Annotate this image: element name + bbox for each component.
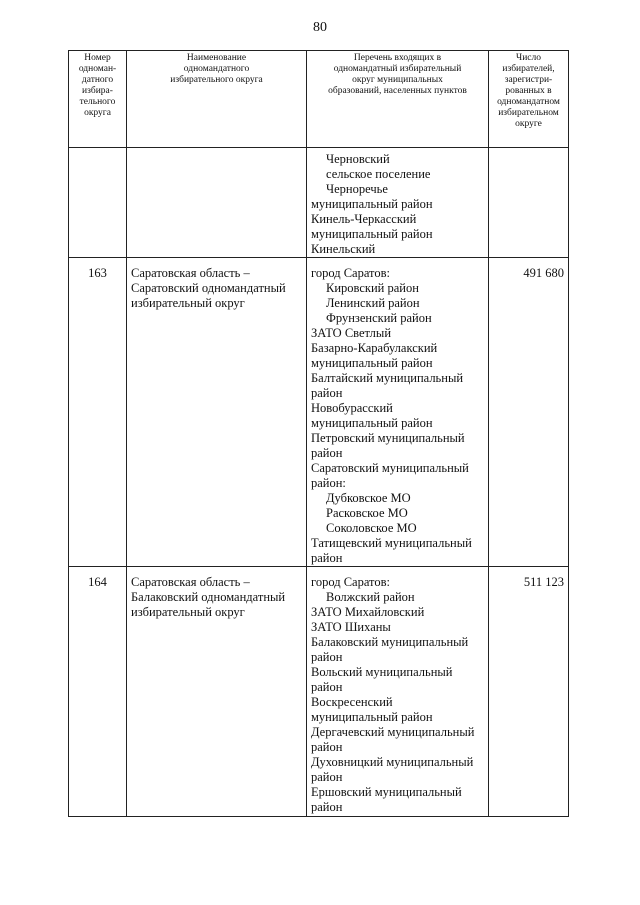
district-name-line: Саратовская область – [131, 575, 250, 589]
header-voter-count [489, 51, 569, 148]
cell-number: 163 [69, 258, 127, 567]
header-text-line: одномандатном [497, 97, 560, 107]
municipality-line: Ершовский муниципальный [311, 785, 462, 799]
municipality-line: ЗАТО Михайловский [311, 605, 425, 619]
header-text-line: Число [516, 53, 541, 63]
municipality-line: Кинельский [311, 242, 376, 256]
municipality-line: Новобурасский [311, 401, 393, 415]
district-name-line: Саратовская область – [131, 266, 250, 280]
header-text-line: избира- [82, 86, 113, 96]
municipality-line: Фрунзенский район [326, 311, 432, 325]
header-text-line: тельного [79, 97, 116, 107]
header-text-line: округе [515, 119, 542, 129]
municipality-line: Базарно-Карабулакский [311, 341, 438, 355]
table-header-row [69, 51, 569, 148]
municipality-line: район: [311, 476, 346, 490]
municipality-line: Расковское МО [326, 506, 408, 520]
header-text-line: Номер [84, 53, 111, 63]
municipality-line: район [311, 386, 343, 400]
municipality-line: ЗАТО Шиханы [311, 620, 391, 634]
cell-number [69, 148, 127, 258]
header-text-line: избирательного округа [170, 75, 263, 85]
cell-municipalities [307, 567, 489, 817]
header-text-line: одномандатный избирательный [333, 64, 462, 74]
header-text-line: избирательном [498, 108, 559, 118]
header-text-line: избирателей, [502, 64, 555, 74]
cell-voters: 511 123 [489, 567, 569, 817]
municipality-line: Вольский муниципальный [311, 665, 453, 679]
municipality-line: Кировский район [326, 281, 419, 295]
header-text-line: Наименование [186, 53, 247, 63]
header-text-line: округа [84, 108, 111, 118]
cell-name [127, 148, 307, 258]
municipality-line: ЗАТО Светлый [311, 326, 392, 340]
cell-number: 164 [69, 567, 127, 817]
municipality-line: Петровский муниципальный [311, 431, 465, 445]
header-text-line: датного [81, 75, 114, 85]
cell-name [127, 567, 307, 817]
header-district-name [127, 51, 307, 148]
municipality-line: Воскресенский [311, 695, 393, 709]
municipality-line: Черновский [326, 152, 390, 166]
cell-municipalities [307, 148, 489, 258]
municipality-line: Ленинский район [326, 296, 420, 310]
municipality-line: район [311, 680, 343, 694]
municipality-line: Дергачевский муниципальный [311, 725, 475, 739]
district-name-line: Саратовский одномандатный [131, 281, 286, 295]
header-text-line: округ муниципальных [352, 75, 443, 85]
cell-municipalities [307, 258, 489, 567]
header-text-line: рованных в [505, 86, 552, 96]
municipality-line: Дубковское МО [326, 491, 411, 505]
cell-voters: 491 680 [489, 258, 569, 567]
municipality-line: Духовницкий муниципальный [311, 755, 474, 769]
header-text-line: образований, населенных пунктов [328, 86, 467, 96]
table-row-164 [69, 567, 569, 817]
municipality-line: район [311, 740, 343, 754]
municipality-line: Волжский район [326, 590, 415, 604]
header-text-line: Перечень входящих в [353, 53, 442, 63]
header-text-line: одномандатного [183, 64, 250, 74]
districts-table [68, 50, 569, 817]
district-name-line: избирательный округ [131, 605, 245, 619]
municipality-line: муниципальный район [311, 710, 433, 724]
municipality-line: Соколовское МО [326, 521, 417, 535]
municipality-line: район [311, 446, 343, 460]
table-row-continuation [69, 148, 569, 258]
municipality-line: район [311, 551, 343, 565]
municipality-line: муниципальный район [311, 197, 433, 211]
table-row-163 [69, 258, 569, 567]
municipality-line: сельское поселение [326, 167, 431, 181]
municipality-line: Кинель-Черкасский [311, 212, 417, 226]
municipality-line: муниципальный район [311, 227, 433, 241]
municipality-line: Татищевский муниципальный [311, 536, 472, 550]
page-number: 80 [313, 20, 327, 35]
municipality-line: муниципальный район [311, 356, 433, 370]
municipality-line: муниципальный район [311, 416, 433, 430]
cell-name [127, 258, 307, 567]
district-name-line: избирательный округ [131, 296, 245, 310]
municipality-line: район [311, 650, 343, 664]
municipality-line: город Саратов: [311, 266, 390, 280]
header-text-line: одноман- [78, 64, 117, 74]
header-district-number [69, 51, 127, 148]
cell-voters [489, 148, 569, 258]
municipality-line: район [311, 770, 343, 784]
header-text-line: зарегистри- [504, 75, 553, 85]
municipality-line: Балтайский муниципальный [311, 371, 464, 385]
municipality-line: Балаковский муниципальный [311, 635, 469, 649]
municipality-line: Черноречье [326, 182, 388, 196]
municipality-line: район [311, 800, 343, 814]
header-municipalities-list [307, 51, 489, 148]
municipality-line: город Саратов: [311, 575, 390, 589]
district-name-line: Балаковский одномандатный [131, 590, 286, 604]
municipality-line: Саратовский муниципальный [311, 461, 469, 475]
